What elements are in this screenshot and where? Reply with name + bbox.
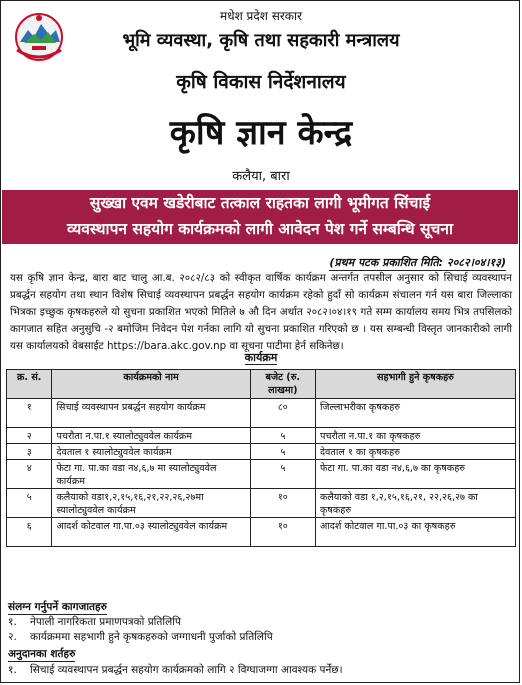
cell-budget: ८० bbox=[250, 399, 315, 428]
government-name: मधेश प्रदेश सरकार bbox=[220, 9, 302, 23]
table-row bbox=[7, 399, 516, 428]
document-item-number: १. bbox=[8, 616, 17, 628]
conditions-heading: अनुदानका शर्तहरु bbox=[8, 648, 76, 660]
cell-name: फेटा गा. पा.का वडा न४,६,७ मा स्यालोट्युववेल कार्यक्रम bbox=[52, 460, 250, 489]
cell-beneficiary: फेटा गा. पा.का वडा न४,६,७ का कृषकहरु bbox=[315, 460, 515, 489]
publication-date: (प्रथम पटक प्रकाशित मिति: २०८२।०४।१३) bbox=[329, 256, 506, 269]
cell-budget: ५ bbox=[250, 428, 315, 444]
condition-item-number: १. bbox=[8, 664, 17, 676]
cell-name: सिचाई व्यवस्थापन प्रबर्द्धन सहयोग कार्यक्रम bbox=[52, 399, 250, 428]
program-table bbox=[6, 369, 516, 547]
documents-heading: संलग्न गर्नुपर्ने कागजातहरु bbox=[8, 601, 107, 613]
cell-name: आदर्श कोटवाल गा.पा.०३ स्यालोट्युववेल कार्यक्रम bbox=[52, 518, 250, 547]
document-item bbox=[8, 615, 181, 629]
condition-item bbox=[8, 663, 343, 677]
cell-budget: १० bbox=[250, 489, 315, 518]
cell-sn: २ bbox=[7, 428, 52, 444]
table-row bbox=[7, 444, 516, 460]
document-item-number: २. bbox=[8, 631, 17, 643]
notice-banner bbox=[2, 190, 518, 244]
cell-budget: ५ bbox=[250, 444, 315, 460]
cell-beneficiary: जिल्लाभरीका कृषकहरु bbox=[315, 399, 515, 428]
ministry-name: भूमि व्यवस्था, कृषि तथा सहकारी मन्त्रालय bbox=[122, 30, 400, 51]
document-item bbox=[8, 630, 273, 644]
cell-sn: ५ bbox=[7, 489, 52, 518]
document-item-text: कार्यक्रममा सहभागी हुने कृषकहरुको जग्गाधनी पुर्जाको प्रतिलिपि bbox=[30, 631, 273, 643]
banner-line-2: व्यवस्थापन सहयोग कार्यक्रमको लागी आवेदन पेश गर्ने सम्बन्धि सूचना bbox=[67, 220, 453, 238]
document-item-text: नेपाली नागरिकता प्रमाणपत्रको प्रतिलिपि bbox=[30, 616, 181, 628]
cell-sn: ३ bbox=[7, 444, 52, 460]
table-row bbox=[7, 518, 516, 547]
cell-name: कलैयाको वडा१,२,१५,१६,२१,२२,२६,२७मा स्यालोट्युववेल कार्यक्रम bbox=[52, 489, 250, 518]
cell-name: पचरौता न.पा.१ स्यालोट्युववेल कार्यक्रम bbox=[52, 428, 250, 444]
table-row bbox=[7, 460, 516, 489]
cell-beneficiary: पचरौता न.पा.१ का कृषकहरु bbox=[315, 428, 515, 444]
table-header-row bbox=[7, 370, 516, 399]
office-title: कृषि ज्ञान केन्द्र bbox=[169, 113, 353, 153]
col-header-name: कार्यक्रमको नाम bbox=[52, 370, 250, 399]
cell-name: देवताल १ स्यालोट्युववेल कार्यक्रम bbox=[52, 444, 250, 460]
cell-beneficiary: देवताल १ का कृषकहरु bbox=[315, 444, 515, 460]
office-location: कलैया, बारा bbox=[232, 169, 290, 184]
program-heading: कार्यक्रम bbox=[244, 351, 278, 364]
table-row bbox=[7, 428, 516, 444]
cell-sn: १ bbox=[7, 399, 52, 428]
condition-item-text: सिचाई व्यवस्थापन प्रबर्द्धन सहयोग कार्यक्रमको लागि २ विग्घाजग्गा आवश्यक पर्नेछ। bbox=[30, 664, 343, 676]
table-row bbox=[7, 489, 516, 518]
col-header-budget: बजेट (रु. लाखमा) bbox=[250, 370, 315, 399]
cell-budget: १० bbox=[250, 518, 315, 547]
department-name: कृषि विकास निर्देशनालय bbox=[176, 71, 346, 93]
notice-body: यस कृषि ज्ञान केन्द्र, बारा बाट चालु आ.ब. २०८२/८३ को स्वीकृत वार्षिक कार्यक्रम अन्तर्गत तपसील अनुसार को सिचाई व्यवस्थापन प्रबर्द्धन सहयोग तथा स्थान विशेष सिचाई व्यवस्थापन प्रबर्द्धन सहयोग कार्यक्रम रहेको हुदाँ सो कार्यक्रम संचालन गर्न यस बारा जिल्लाका भित्रका इच्छुक कृषकहरुले यो सुचना प्रकाशित भएको मितिले ७ औ दिन अर्थात २०८२।०४।१९ गते सम्म कार्यालय समय भित्र तपसिलको कागजात सहित अनुसुचि -२ बमोजिम निवेदन पेश गर्नका लागि यो सुचना प्रकाशित गरिएको छ । यस सम्बन्धी विस्तृत जानकारीको लागी यस कार्यालयको वेबसाईट https://bara.akc.gov.np वा सूचना पाटीमा हेर्न सकिनेछ। bbox=[10, 272, 512, 352]
cell-sn: ६ bbox=[7, 518, 52, 547]
col-header-sn: क्र. सं. bbox=[7, 370, 52, 399]
cell-budget: ५ bbox=[250, 460, 315, 489]
cell-sn: ४ bbox=[7, 460, 52, 489]
col-header-beneficiary: सहभागी हुने कृषकहरु bbox=[315, 370, 515, 399]
cell-beneficiary: कलैयाको वडा १,२,१५,१६,२१, २२,२६,२७ का कृषकहरु bbox=[315, 489, 515, 518]
banner-line-1: सुख्खा एवम खडेरीबाट तत्काल राहतका लागी भूमीगत सिंचाई bbox=[89, 194, 431, 212]
cell-beneficiary: आदर्श कोटवाल गा.पा.०३ का कृषकहरु bbox=[315, 518, 515, 547]
